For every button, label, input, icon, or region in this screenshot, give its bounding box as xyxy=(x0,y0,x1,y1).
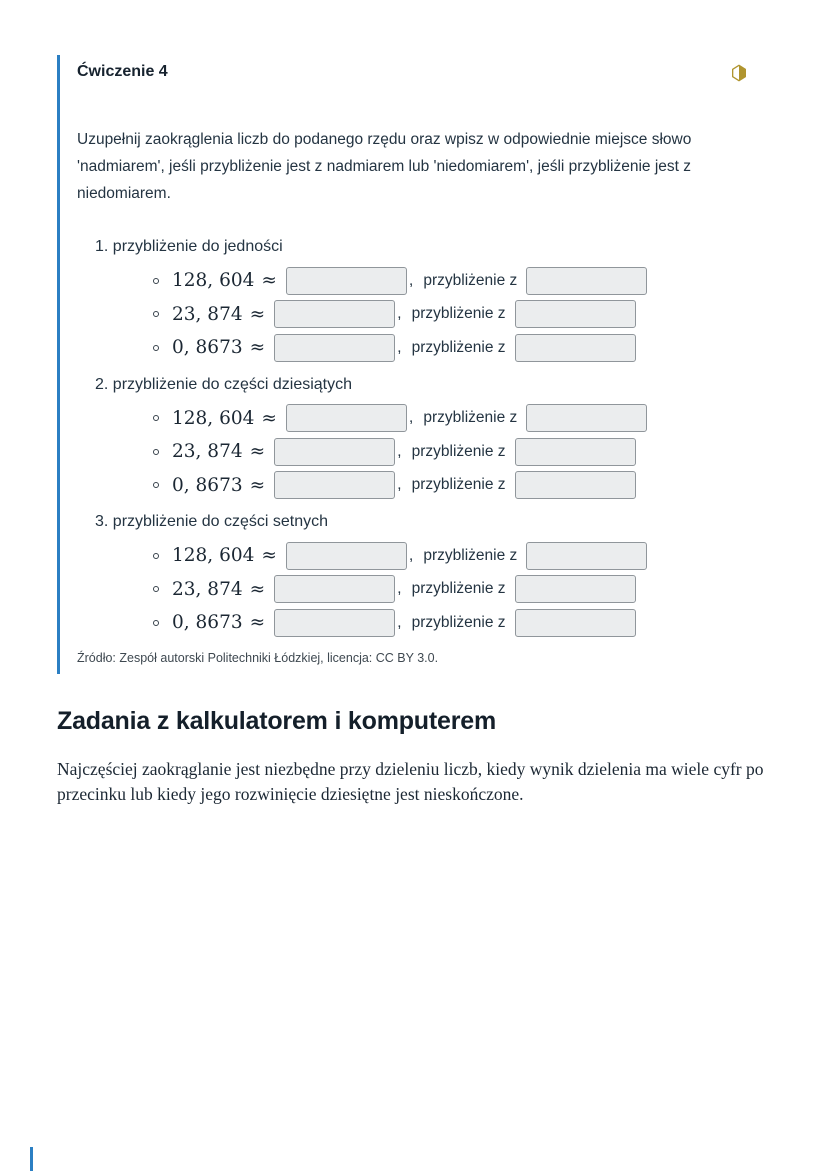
approx-type-label: przybliżenie z xyxy=(423,409,518,427)
excess-deficit-input[interactable] xyxy=(526,542,647,570)
comma-separator: , xyxy=(397,442,402,460)
approx-type-label: przybliżenie z xyxy=(411,613,506,631)
bullet-icon xyxy=(153,620,159,626)
group-label: 3. przybliżenie do części setnych xyxy=(95,513,328,530)
bullet-icon xyxy=(153,311,159,317)
exercise-row xyxy=(153,435,753,469)
bullet-icon xyxy=(153,415,159,421)
rounding-input[interactable] xyxy=(274,334,395,362)
exercise-row xyxy=(153,539,753,573)
exercise-row xyxy=(153,298,753,332)
group-label: 2. przybliżenie do części dziesiątych xyxy=(95,375,353,393)
list-group xyxy=(77,512,753,640)
approx-type-label: przybliżenie z xyxy=(423,546,518,564)
comma-separator: , xyxy=(397,476,402,494)
rounding-input[interactable] xyxy=(286,267,407,295)
number-expression: 0, 8673 xyxy=(172,612,243,634)
exercise-instruction: Uzupełnij zaokrąglenia liczb do podanego rzędu oraz wpisz w odpowiednie miejsce słowo 'nadmiarem', jeśli przybliżenie jest z nadmiarem lub 'niedomiarem', jeśli przybliżenie jest z niedomiarem. xyxy=(77,131,692,202)
approx-symbol: ≈ xyxy=(249,303,266,325)
excess-deficit-input[interactable] xyxy=(526,404,647,432)
excess-deficit-input[interactable] xyxy=(515,575,636,603)
list-group xyxy=(77,237,753,365)
approx-symbol: ≈ xyxy=(261,407,277,429)
exercise-header xyxy=(77,62,753,87)
exercise-row xyxy=(153,402,753,436)
excess-deficit-input[interactable] xyxy=(515,609,636,637)
number-expression: 128, 604 xyxy=(172,545,255,567)
difficulty-hexagon-icon xyxy=(731,64,747,87)
rounding-input[interactable] xyxy=(286,542,407,570)
approx-type-label: przybliżenie z xyxy=(411,476,506,494)
rounding-input[interactable] xyxy=(274,300,395,328)
comma-separator: , xyxy=(408,409,414,427)
excess-deficit-input[interactable] xyxy=(515,334,636,362)
bullet-icon xyxy=(153,586,159,592)
excess-deficit-input[interactable] xyxy=(526,267,647,295)
comma-separator: , xyxy=(397,580,402,598)
exercise-list xyxy=(77,237,753,640)
rounding-input[interactable] xyxy=(274,609,395,637)
exercise-title: Ćwiczenie 4 xyxy=(77,63,168,80)
exercise-row xyxy=(153,469,753,503)
approx-symbol: ≈ xyxy=(261,270,277,292)
exercise-row xyxy=(153,264,753,298)
approx-type-label: przybliżenie z xyxy=(411,442,506,460)
exercise-row xyxy=(153,331,753,365)
list-group xyxy=(77,375,753,503)
bullet-icon xyxy=(153,482,159,488)
excess-deficit-input[interactable] xyxy=(515,471,636,499)
group-label: 1. przybliżenie do jedności xyxy=(95,238,283,255)
section-heading: Zadania z kalkulatorem i komputerem xyxy=(57,706,496,735)
approx-symbol: ≈ xyxy=(249,337,266,359)
bullet-icon xyxy=(153,278,159,284)
approx-symbol: ≈ xyxy=(249,441,266,463)
comma-separator: , xyxy=(397,338,402,356)
next-section-border xyxy=(30,1147,33,1171)
number-expression: 23, 874 xyxy=(172,441,243,463)
approx-type-label: przybliżenie z xyxy=(423,271,518,289)
rounding-input[interactable] xyxy=(274,575,395,603)
bullet-icon xyxy=(153,345,159,351)
source-attribution: Źródło: Zespół autorski Politechniki Łódzkiej, licencja: CC BY 3.0. xyxy=(77,650,439,665)
rounding-input[interactable] xyxy=(286,404,407,432)
bullet-icon xyxy=(153,553,159,559)
approx-symbol: ≈ xyxy=(249,612,266,634)
approx-type-label: przybliżenie z xyxy=(411,338,506,356)
approx-symbol: ≈ xyxy=(261,545,277,567)
approx-symbol: ≈ xyxy=(249,578,266,600)
exercise-box xyxy=(57,55,753,674)
exercise-row xyxy=(153,606,753,640)
number-expression: 23, 874 xyxy=(172,303,243,325)
approx-type-label: przybliżenie z xyxy=(411,305,506,323)
comma-separator: , xyxy=(408,271,414,289)
rounding-input[interactable] xyxy=(274,438,395,466)
bullet-icon xyxy=(153,449,159,455)
number-expression: 0, 8673 xyxy=(172,337,243,359)
number-expression: 128, 604 xyxy=(172,407,255,429)
number-expression: 0, 8673 xyxy=(172,474,243,496)
excess-deficit-input[interactable] xyxy=(515,438,636,466)
approx-type-label: przybliżenie z xyxy=(411,580,506,598)
approx-symbol: ≈ xyxy=(249,474,266,496)
exercise-row xyxy=(153,573,753,607)
comma-separator: , xyxy=(397,305,402,323)
excess-deficit-input[interactable] xyxy=(515,300,636,328)
number-expression: 128, 604 xyxy=(172,270,255,292)
number-expression: 23, 874 xyxy=(172,578,243,600)
comma-separator: , xyxy=(397,613,402,631)
section-paragraph: Najczęściej zaokrąglanie jest niezbędne przy dzieleniu liczb, kiedy wynik dzielenia ma wiele cyfr po przecinku lub kiedy jego rozwinięcie dziesiętne jest nieskończone. xyxy=(57,758,764,804)
rounding-input[interactable] xyxy=(274,471,395,499)
comma-separator: , xyxy=(408,546,414,564)
